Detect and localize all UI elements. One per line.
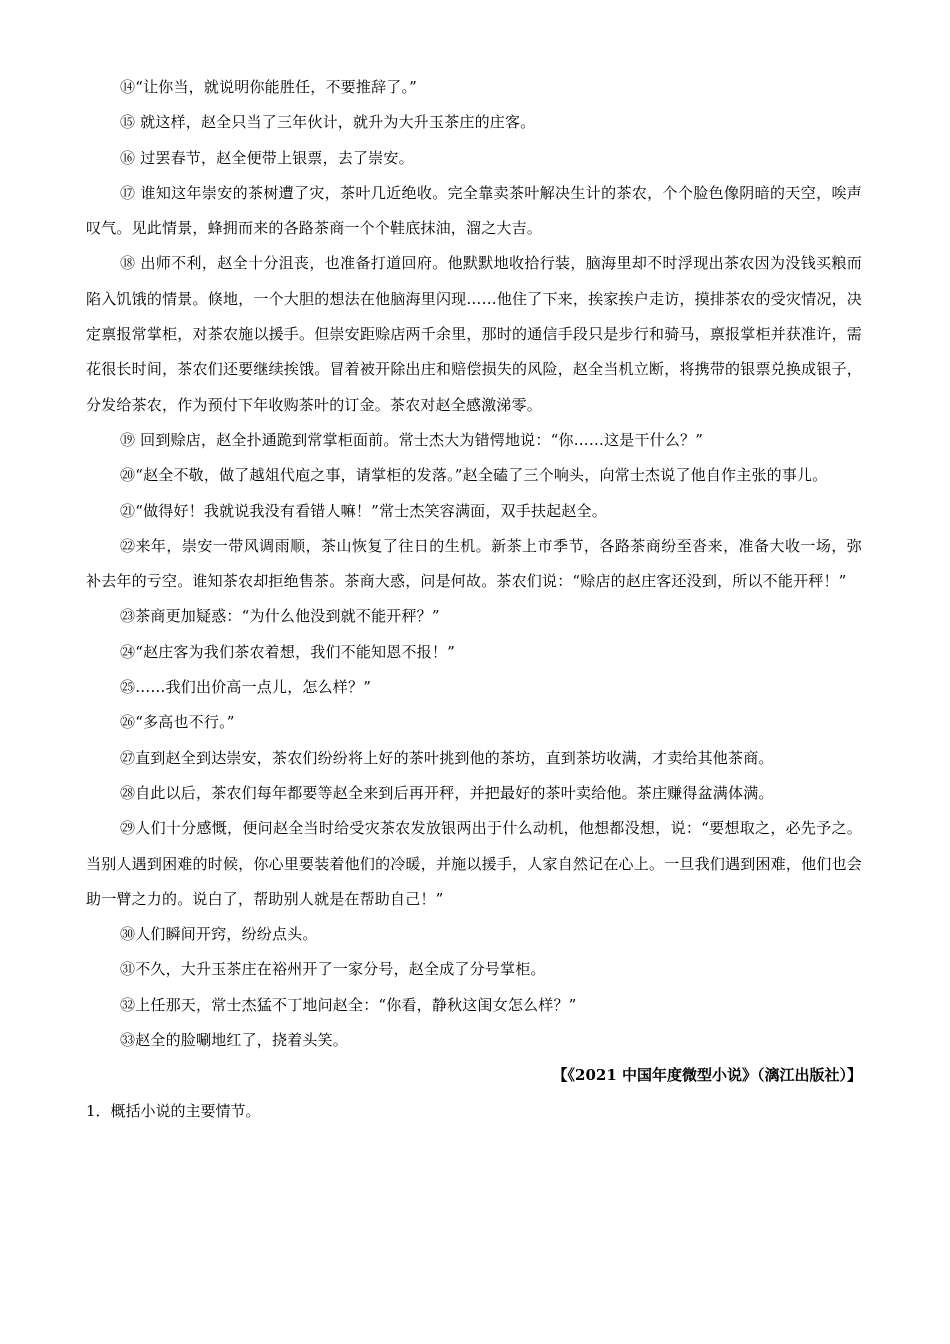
paragraph-24: ㉔“赵庄客为我们茶农着想，我们不能知恩不报！” bbox=[120, 642, 455, 661]
paragraph-26: ㉖“多高也不行。” bbox=[120, 713, 235, 732]
paragraph-23: ㉓茶商更加疑惑：“为什么他没到就不能开秤？” bbox=[120, 607, 440, 626]
paragraph-17: ⑰ 谁知这年崇安的茶树遭了灾，茶叶几近绝收。完全靠卖茶叶解决生计的茶农，个个脸色像阴暗的天空，唉声叹气。见此情景，蜂拥而来的各路茶商一个个鞋底抹油，溜之大吉。 bbox=[86, 183, 862, 238]
paragraph-28: ㉘自此以后，茶农们每年都要等赵全来到后再开秤，并把最好的茶叶卖给他。茶庄赚得盆满体满。 bbox=[120, 783, 774, 802]
paragraph-15: ⑮ 就这样，赵全只当了三年伙计，就升为大升玉茶庄的庄客。 bbox=[120, 113, 536, 132]
document-page bbox=[86, 70, 862, 1129]
paragraph-32: ㉜上任那天，常士杰猛不丁地问赵全：“你看，静秋这闺女怎么样？” bbox=[120, 995, 577, 1014]
paragraph-27: ㉗直到赵全到达崇安，茶农们纷纷将上好的茶叶挑到他的茶坊，直到茶坊收满，才卖给其他茶商。 bbox=[120, 748, 774, 767]
paragraph-22: ㉒来年，崇安一带风调雨顺，茶山恢复了往日的生机。新茶上市季节，各路茶商纷至沓来，准备大收一场，弥补去年的亏空。谁知茶农却拒绝售茶。茶商大惑，问是何故。茶农们说：“赊店的赵庄客还没到，所以不能开秤！” bbox=[86, 536, 862, 591]
source-citation: 【《2021 中国年度微型小说》（漓江出版社）】 bbox=[552, 1066, 862, 1085]
paragraph-29: ㉙人们十分感慨，便问赵全当时给受灾茶农发放银两出于什么动机，他想都没想，说：“要想取之，必先予之。当别人遇到困难的时候，你心里要装着他们的冷暖，并施以援手，人家自然记在心上。一旦我们遇到困难，他们也会助一臂之力的。说白了，帮助别人就是在帮助自己！” bbox=[86, 819, 862, 908]
paragraph-30: ㉚人们瞬间开窍，纷纷点头。 bbox=[120, 925, 318, 944]
question-1: 1．概括小说的主要情节。 bbox=[86, 1101, 261, 1120]
paragraph-21: ㉑“做得好！我就说我没有看错人嘛！”常士杰笑容满面，双手扶起赵全。 bbox=[120, 501, 607, 520]
paragraph-33: ㉝赵全的脸唰地红了，挠着头笑。 bbox=[120, 1031, 349, 1050]
paragraph-18: ⑱ 出师不利，赵全十分沮丧，也准备打道回府。他默默地收拾行装，脑海里却不时浮现出茶农因为没钱买粮而陷入饥饿的情景。倏地，一个大胆的想法在他脑海里闪现……他住了下来，挨家挨户走访，摸排茶农的受灾情况，决定禀报常掌柜，对茶农施以援手。但崇安距赊店两千余里，那时的通信手段只是步行和骑马，禀报掌柜并获准许，需花很长时间，茶农们还要继续挨饿。冒着被开除出庄和赔偿损失的风险，赵全当机立断，将携带的银票兑换成银子，分发给茶农，作为预付下年收购茶叶的订金。茶农对赵全感激涕零。 bbox=[86, 254, 862, 414]
paragraph-16: ⑯ 过罢春节，赵全便带上银票，去了崇安。 bbox=[120, 148, 414, 167]
paragraph-31: ㉛不久，大升玉茶庄在裕州开了一家分号，赵全成了分号掌柜。 bbox=[120, 960, 546, 979]
paragraph-14: ⑭“让你当，就说明你能胜任，不要推辞了。” bbox=[120, 78, 418, 96]
paragraph-19: ⑲ 回到赊店，赵全扑通跪到常掌柜面前。常士杰大为错愕地说：“你……这是干什么？” bbox=[120, 430, 704, 449]
paragraph-20: ⑳“赵全不敬，做了越俎代庖之事，请掌柜的发落。”赵全磕了三个响头，向常士杰说了他自作主张的事儿。 bbox=[120, 466, 828, 485]
paragraph-25: ㉕……我们出价高一点儿，怎么样？” bbox=[120, 678, 372, 697]
